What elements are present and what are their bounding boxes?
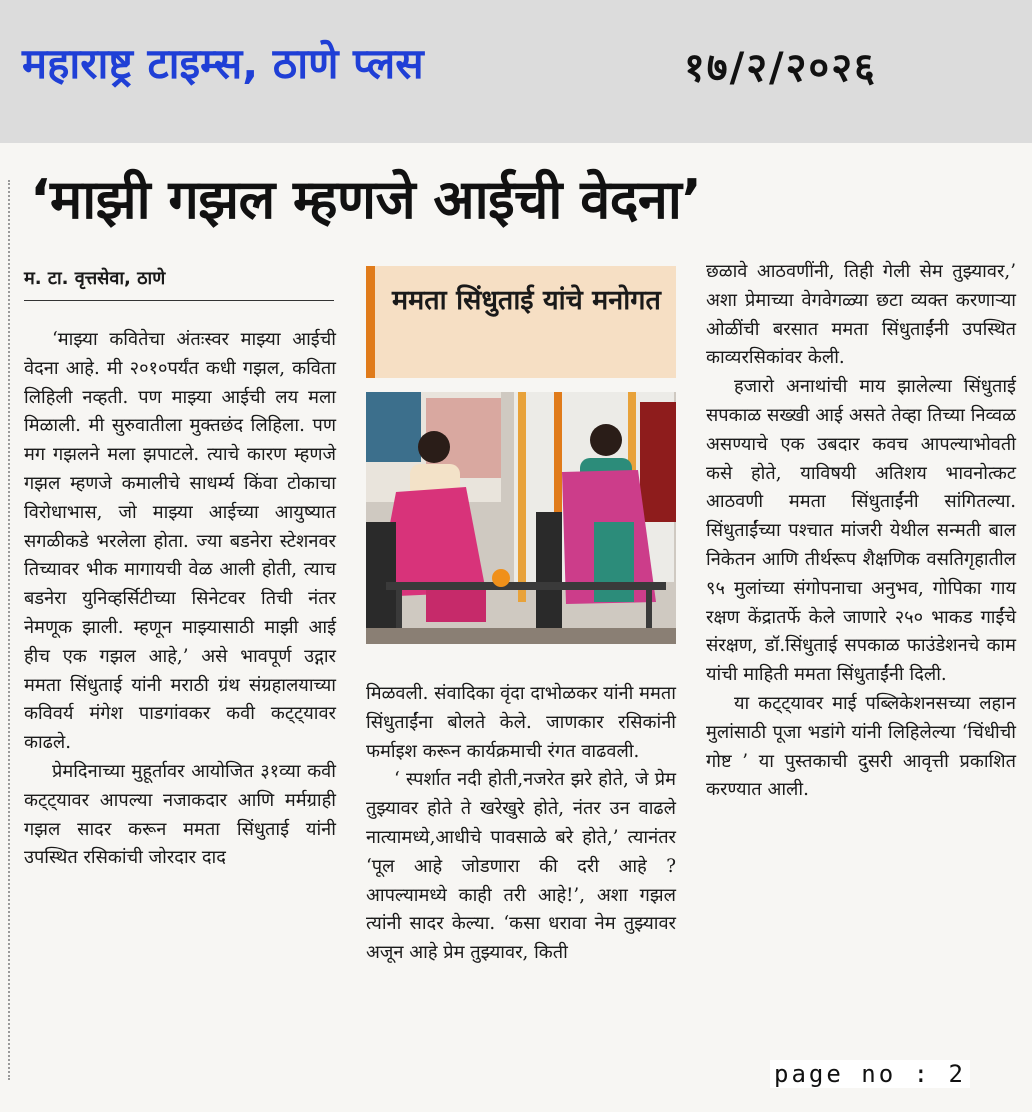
column-2-paragraph: ‘ स्पर्शात नदी होती,नजरेत झरे होते, जे प्रेम तुझ्यावर होते ते खरेखुरे होते, नंतर उन वाढले नात्यामध्ये,आधीचे पावसाळे बरे होते,’ त्यानंतर ‘पूल आहे जोडणारा की दरी आहे ? आपल्यामध्ये काही तरी आहे!’, अशा गझल त्यांनी सादर केल्या. ‘कसा धरावा नेम तुझ्यावर अजून आहे प्रेम तुझ्यावर, किती: [366, 769, 676, 964]
article-headline: ‘माझी गझल म्हणजे आईची वेदना’: [30, 168, 702, 231]
event-photo-illustration: [366, 392, 676, 644]
column-3-paragraph: छळावे आठवणींनी, तिही गेली सेम तुझ्यावर,’ अशा प्रेमाच्या वेगवेगळ्या छटा व्यक्त करणाऱ्या ओळींची बरसात ममता सिंधुताईंनी उपस्थित काव्यरसिकांवर केली.: [706, 261, 1016, 369]
article-column-1: [24, 326, 336, 873]
column-3-paragraph: या कट्ट्यावर माई पब्लिकेशनसच्या लहान मुलांसाठी पूजा भडांगे यांनी लिहिलेल्या ‘चिंधीची गोष्ट ’ या पुस्तकाची दुसरी आवृत्ती प्रकाशित करण्यात आली.: [706, 692, 1016, 801]
subhead-box: [366, 266, 676, 378]
column-2-paragraph: मिळवली. संवादिका वृंदा दाभोळकर यांनी ममता सिंधुताईंना बोलते केले. जाणकार रसिकांनी फर्माइश करून कार्यक्रमाची रंगत वाढवली.: [366, 683, 676, 762]
publication-name: महाराष्ट्र टाइम्स, ठाणे प्लस: [22, 39, 424, 88]
subhead-accent-bar: [366, 266, 375, 378]
column-3-paragraph: हजारो अनाथांची माय झालेल्या सिंधुताई सपकाळ सख्खी आई असते तेव्हा तिच्या निव्वळ असण्याचे एक उबदार कवच आपल्याभोवती कसे होते, याविषयी अतिशय भावनोत्कट आठवणी ममता सिंधुताईंनी सांगितल्या. सिंधुताईंच्या पश्चात मांजरी येथील सन्मती बाल निकेतन आणि तीर्थरूप शैक्षणिक वसतिगृहातील ९५ मुलांच्या संगोपनाचा अनुभव, गोपिका गाय रक्षण केंद्रातर्फे केले जाणारे २५० भाकड गाईंचे संरक्षण, डॉ.सिंधुताई सपकाळ फाउंडेशनचे काम यांची माहिती ममता सिंधुताईंनी दिली.: [706, 376, 1016, 686]
publication-date: १७/२/२०२६: [684, 45, 877, 91]
article-column-2: [366, 680, 676, 968]
article-column-3: [706, 258, 1016, 805]
page-number-label: page no : 2: [770, 1060, 970, 1088]
article-subhead: ममता सिंधुताई यांचे मनोगत: [392, 285, 661, 316]
column-1-paragraph: ‘माझ्या कवितेचा अंतःस्वर माझ्या आईची वेदना आहे. मी २०१०पर्यंत कधी गझल, कविता लिहिली नव्हती. पण माझ्या आईची लय मला मिळाली. मी सुरुवातीला मुक्तछंद लिहिला. पण मग गझलने मला झपाटले. त्याचे कारण म्हणजे गझल म्हणजे कमालीचे साधर्म्य किंवा टोकाचा विरोधाभास, जो माझ्या आईच्या आयुष्यात सगळीकडे भरलेला होता. ज्या बडनेरा स्टेशनवर तिच्यावर भीक मागायची वेळ आली होती, त्याच बडनेरा युनिव्हर्सिटीच्या सिनेटवर तिची नंतर नेमणूक झाली. म्हणून माझ्यासाठी माझी आई हीच एक गझल आहे,’ असे भावपूर्ण उद्गार ममता सिंधुताई यांनी मराठी ग्रंथ संग्रहालयाच्या कविवर्य मंगेश पाडगांवकर कवी कट्ट्यावर काढले.: [24, 329, 336, 754]
column-1-paragraph: प्रेमदिनाच्या मुहूर्तावर आयोजित ३१व्या कवी कट्ट्यावर आपल्या नजाकदार आणि मर्मग्राही गझल सादर करून ममता सिंधुताई यांनी उपस्थित रसिकांची जोरदार दाद: [24, 760, 336, 869]
clipping-edge: [8, 180, 10, 1080]
masthead-banner: [0, 0, 1032, 143]
event-photo: [366, 392, 676, 644]
article-byline: म. टा. वृत्तसेवा, ठाणे: [24, 266, 334, 301]
